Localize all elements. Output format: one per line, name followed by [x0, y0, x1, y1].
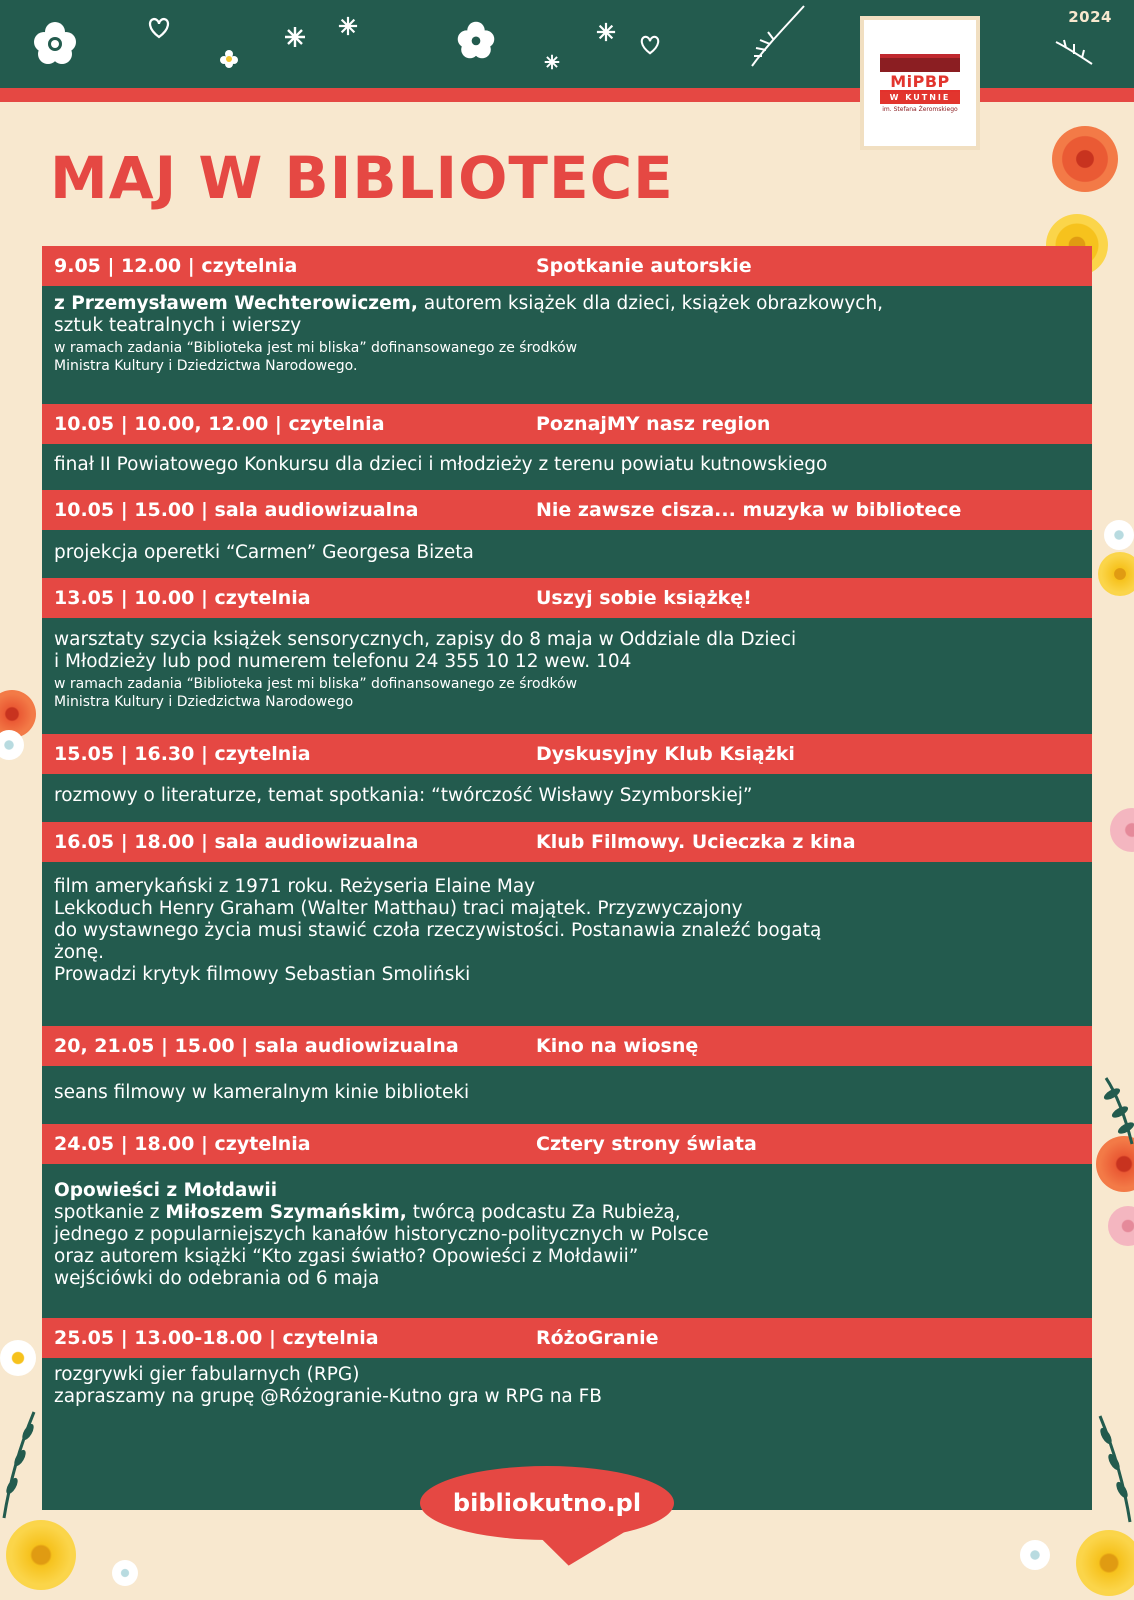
leaf-branch-icon: [1054, 38, 1094, 66]
event-date: 13.05 | 10.00 | czytelnia: [54, 587, 311, 609]
event-funding-note: Ministra Kultury i Dziedzictwa Narodowego: [54, 694, 354, 710]
heart-icon: [638, 34, 662, 56]
event-title: PoznajMY nasz region: [536, 413, 771, 435]
event-header: [42, 490, 1092, 530]
event-header: [42, 822, 1092, 862]
event-header: [42, 734, 1092, 774]
event-guest-name: z Przemysławem Wechterowiczem,: [54, 293, 418, 314]
event-date: 10.05 | 15.00 | sala audiowizualna: [54, 499, 419, 521]
logo-book-shape: [880, 54, 960, 72]
red-flower-icon: [1052, 126, 1118, 192]
event-header: [42, 1318, 1092, 1358]
logo-patron: im. Stefana Żeromskiego: [882, 105, 958, 113]
event-title: Dyskusyjny Klub Książki: [536, 743, 795, 765]
yellow-flower-icon: [1076, 1530, 1134, 1596]
event-text: Lekkoduch Henry Graham (Walter Matthau) traci majątek. Przyzwyczajony: [54, 898, 743, 919]
yellow-flower-icon: [1098, 552, 1134, 596]
year-label: 2024: [1068, 8, 1112, 26]
event-description: [54, 1364, 1074, 1408]
event-text: oraz autorem książki “Kto zgasi światło? Opowieści z Mołdawii”: [54, 1246, 639, 1267]
white-flower-icon: [1020, 1540, 1050, 1570]
event-text: rozgrywki gier fabularnych (RPG): [54, 1364, 360, 1385]
sparkle-icon: [596, 22, 616, 42]
event-text: wejściówki do odebrania od 6 maja: [54, 1268, 380, 1289]
event-text: twórcą podcastu Za Rubieżą,: [406, 1202, 681, 1223]
sparkle-icon: [338, 16, 358, 36]
event-text: Prowadzi krytyk filmowy Sebastian Smoliński: [54, 964, 471, 985]
event-date: 25.05 | 13.00-18.00 | czytelnia: [54, 1327, 379, 1349]
leaf-branch-icon: [1094, 1414, 1134, 1524]
flower-icon: [32, 20, 78, 66]
white-flower-icon: [1104, 520, 1134, 550]
event-description: [54, 1082, 1074, 1104]
event-header: [42, 1026, 1092, 1066]
event-title: Klub Filmowy. Ucieczka z kina: [536, 831, 856, 853]
event-header: [42, 404, 1092, 444]
leaf-branch-icon: [1096, 1076, 1134, 1146]
event-title: Kino na wiosnę: [536, 1035, 699, 1057]
event-text: finał II Powiatowego Konkursu dla dzieci i młodzieży z terenu powiatu kutnowskiego: [54, 454, 828, 475]
yellow-flower-icon: [6, 1520, 76, 1590]
event-text: spotkanie z: [54, 1202, 166, 1223]
white-flower-icon: [0, 730, 24, 760]
event-text: żonę.: [54, 942, 105, 963]
event-title: Nie zawsze cisza... muzyka w bibliotece: [536, 499, 962, 521]
event-text: rozmowy o literaturze, temat spotkania: “twórczość Wisławy Szymborskiej”: [54, 785, 753, 806]
event-header: [42, 246, 1092, 286]
event-text: projekcja operetki “Carmen” Georgesa Bizeta: [54, 542, 474, 563]
event-title: Cztery strony świata: [536, 1133, 757, 1155]
pink-flower-icon: [1110, 808, 1134, 852]
event-text: i Młodzieży lub pod numerem telefonu 24 355 10 12 wew. 104: [54, 651, 632, 672]
page-title: MAJ W BIBLIOTECE: [50, 144, 674, 212]
event-text: seans filmowy w kameralnym kinie biblioteki: [54, 1082, 470, 1103]
event-description: [54, 785, 1074, 807]
leaf-branch-icon: [0, 1410, 40, 1520]
event-date: 20, 21.05 | 15.00 | sala audiowizualna: [54, 1035, 459, 1057]
event-description: [54, 1180, 1074, 1290]
event-text: warsztaty szycia książek sensorycznych, zapisy do 8 maja w Oddziale dla Dzieci: [54, 629, 797, 650]
event-funding-note: Ministra Kultury i Dziedzictwa Narodowego.: [54, 358, 358, 374]
sparkle-icon: [284, 26, 306, 48]
logo-city: W KUTNIE: [880, 92, 960, 104]
event-date: 9.05 | 12.00 | czytelnia: [54, 255, 298, 277]
library-logo: [860, 16, 980, 150]
event-date: 15.05 | 16.30 | czytelnia: [54, 743, 311, 765]
events-board: [42, 246, 1092, 1510]
event-header: [42, 1124, 1092, 1164]
event-date: 24.05 | 18.00 | czytelnia: [54, 1133, 311, 1155]
heart-icon: [146, 16, 172, 40]
white-flower-icon: [112, 1560, 138, 1586]
event-funding-note: w ramach zadania “Biblioteka jest mi bliska” dofinansowanego ze środków: [54, 676, 578, 692]
event-text: film amerykański z 1971 roku. Reżyseria Elaine May: [54, 876, 536, 897]
event-guest-name: Miłoszem Szymańskim,: [165, 1202, 407, 1223]
event-text: sztuk teatralnych i wierszy: [54, 315, 302, 336]
event-subtitle: Opowieści z Mołdawii: [54, 1180, 278, 1201]
website-link[interactable]: [420, 1466, 674, 1540]
flower-icon: [456, 20, 496, 60]
event-text: autorem książek dla dzieci, książek obrazkowych,: [417, 293, 884, 314]
logo-name: MiPBP: [880, 72, 960, 92]
event-text: jednego z popularniejszych kanałów historyczno-politycznych w Polsce: [54, 1224, 709, 1245]
leaf-branch-icon: [748, 4, 808, 68]
website-url[interactable]: bibliokutno.pl: [452, 1489, 642, 1517]
event-description: [54, 454, 1074, 476]
white-flower-icon: [0, 1340, 36, 1376]
event-description: [54, 629, 1074, 711]
event-description: [54, 876, 1074, 986]
event-title: RóżoGranie: [536, 1327, 659, 1349]
event-funding-note: w ramach zadania “Biblioteka jest mi bliska” dofinansowanego ze środków: [54, 340, 578, 356]
event-title: Spotkanie autorskie: [536, 255, 752, 277]
event-date: 16.05 | 18.00 | sala audiowizualna: [54, 831, 419, 853]
event-date: 10.05 | 10.00, 12.00 | czytelnia: [54, 413, 385, 435]
event-text: zapraszamy na grupę @Różogranie-Kutno gra w RPG na FB: [54, 1386, 602, 1407]
event-description: [54, 293, 1074, 375]
sparkle-icon: [544, 54, 560, 70]
event-description: [54, 542, 1074, 564]
small-flower-icon: [220, 50, 238, 68]
event-header: [42, 578, 1092, 618]
pink-flower-icon: [1108, 1206, 1134, 1246]
event-title: Uszyj sobie książkę!: [536, 587, 752, 609]
event-text: do wystawnego życia musi stawić czoła rzeczywistości. Postanawia znaleźć bogatą: [54, 920, 822, 941]
